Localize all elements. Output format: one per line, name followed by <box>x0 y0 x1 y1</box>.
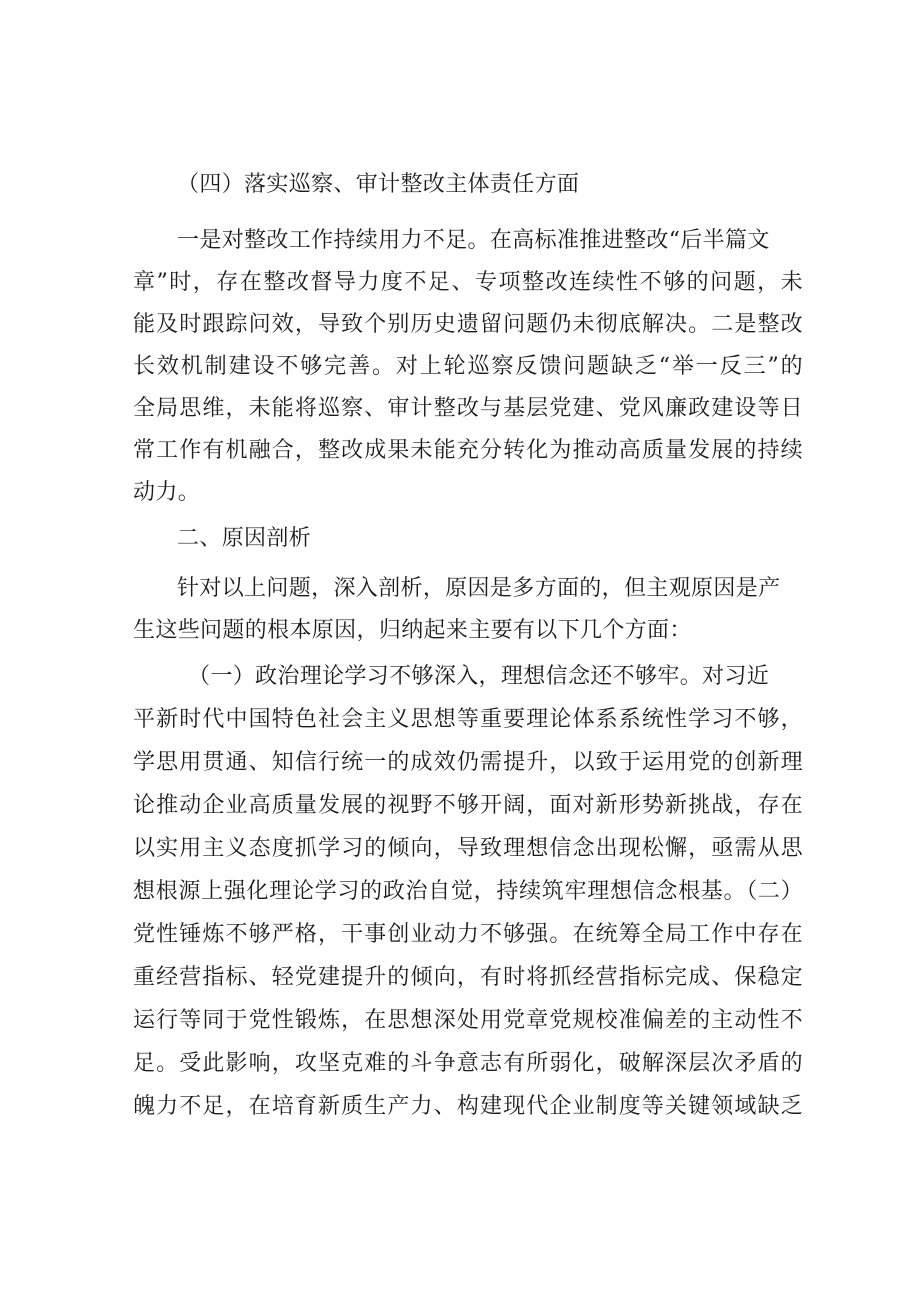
paragraph-line: 常工作有机融合，整改成果未能充分转化为推动高质量发展的持续 <box>133 438 803 463</box>
paragraph-line: 足。受此影响，攻坚克难的斗争意志有所弱化，破解深层次矛盾的 <box>133 1051 803 1076</box>
paragraph-line: 想根源上强化理论学习的政治自觉，持续筑牢理想信念根基。（二） <box>133 879 803 904</box>
paragraph-line: 学思用贯通、知信行统一的成效仍需提升，以致于运用党的创新理 <box>133 750 803 775</box>
paragraph-line: 能及时跟踪问效，导致个别历史遗留问题仍未彻底解决。二是整改 <box>133 312 803 337</box>
paragraph-line: （一）政治理论学习不够深入，理想信念还不够牢。对习近 <box>188 664 770 689</box>
paragraph-line: 动力。 <box>133 480 201 505</box>
paragraph-line: 一是对整改工作持续用力不足。在高标准推进整改“后半篇文 <box>177 228 770 253</box>
paragraph-line: 党性锤炼不够严格，干事创业动力不够强。在统筹全局工作中存在 <box>133 922 803 947</box>
paragraph-line: 魄力不足，在培育新质生产力、构建现代企业制度等关键领域缺乏 <box>133 1094 803 1119</box>
paragraph-line: 全局思维，未能将巡察、审计整改与基层党建、党风廉政建设等日 <box>133 396 803 421</box>
paragraph-line: 生这些问题的根本原因，归纳起来主要有以下几个方面： <box>133 618 692 643</box>
paragraph-line: 运行等同于党性锻炼，在思想深处用党章党规校准偏差的主动性不 <box>133 1008 803 1033</box>
paragraph-line: 章”时，存在整改督导力度不足、专项整改连续性不够的问题，未 <box>133 270 803 295</box>
paragraph-line: 针对以上问题，深入剖析，原因是多方面的，但主观原因是产 <box>177 576 781 601</box>
paragraph-line: 以实用主义态度抓学习的倾向，导致理想信念出现松懈，亟需从思 <box>133 836 803 861</box>
section-heading: 二、原因剖析 <box>177 526 312 551</box>
section-heading: （四）落实巡察、审计整改主体责任方面 <box>177 172 580 197</box>
paragraph-line: 长效机制建设不够完善。对上轮巡察反馈问题缺乏“举一反三”的 <box>133 354 803 379</box>
paragraph-line: 平新时代中国特色社会主义思想等重要理论体系系统性学习不够， <box>133 707 803 732</box>
paragraph-line: 论推动企业高质量发展的视野不够开阔，面对新形势新挑战，存在 <box>133 793 803 818</box>
paragraph-line: 重经营指标、轻党建提升的倾向，有时将抓经营指标完成、保稳定 <box>133 965 803 990</box>
